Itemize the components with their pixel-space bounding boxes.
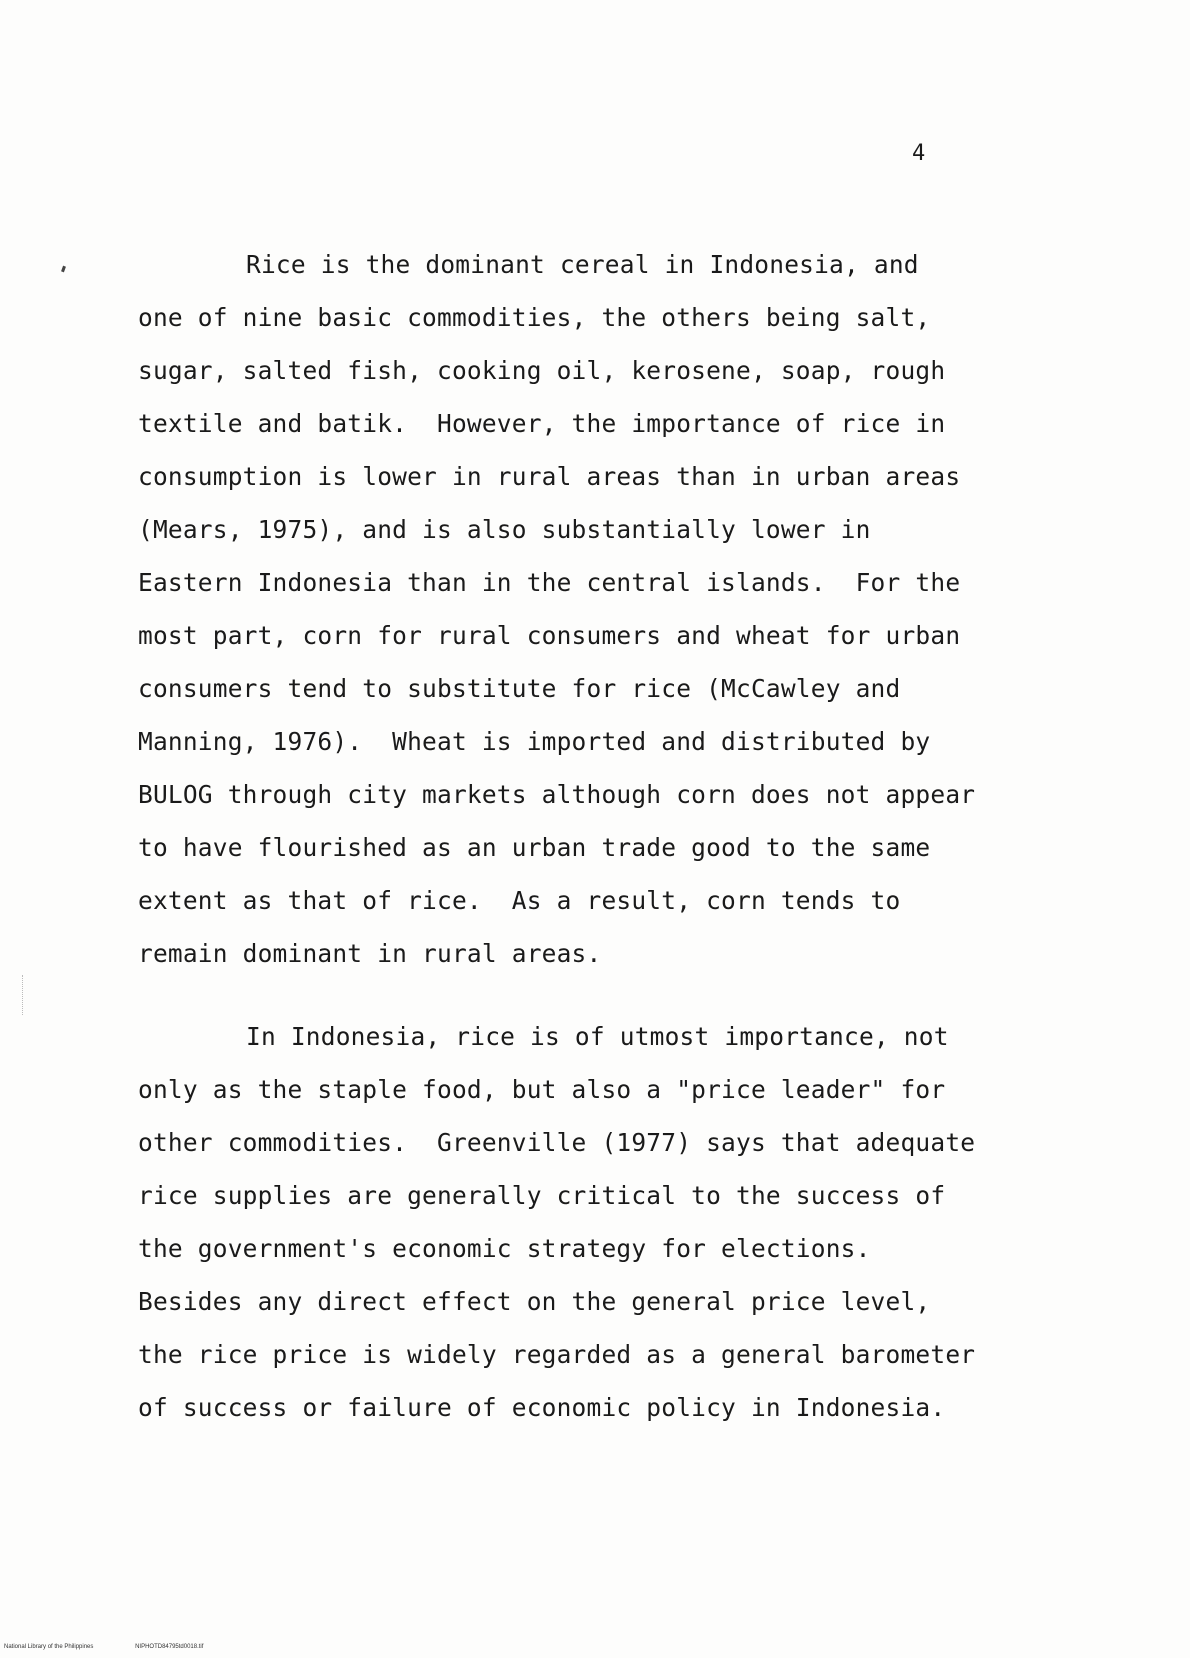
text-line: to have flourished as an urban trade good to the same <box>138 833 931 862</box>
text-line: the government's economic strategy for elections. <box>138 1234 871 1263</box>
text-line: the rice price is widely regarded as a general barometer <box>138 1340 976 1369</box>
text-line: sugar, salted fish, cooking oil, kerosene, soap, rough <box>138 356 946 385</box>
text-line: Manning, 1976). Wheat is imported and distributed by <box>138 727 931 756</box>
text-line: In Indonesia, rice is of utmost importance, not <box>246 1022 949 1051</box>
text-line: (Mears, 1975), and is also substantially lower in <box>138 515 871 544</box>
text-line: only as the staple food, but also a "price leader" for <box>138 1075 946 1104</box>
text-line: remain dominant in rural areas. <box>138 939 602 968</box>
text-line: Besides any direct effect on the general price level, <box>138 1287 931 1316</box>
text-line: other commodities. Greenville (1977) says that adequate <box>138 1128 976 1157</box>
text-line: consumers tend to substitute for rice (McCawley and <box>138 674 901 703</box>
scan-edge-marks <box>22 975 25 1015</box>
footer-library: National Library of the Philippines <box>4 1644 94 1650</box>
text-line: rice supplies are generally critical to the success of <box>138 1181 946 1210</box>
text-line: consumption is lower in rural areas than in urban areas <box>138 462 961 491</box>
paragraph-1 <box>138 238 1038 980</box>
paragraph-2 <box>138 1010 1038 1434</box>
scan-footer <box>4 1643 243 1651</box>
page-number: 4 <box>912 141 926 166</box>
text-line: one of nine basic commodities, the others being salt, <box>138 303 931 332</box>
text-line: extent as that of rice. As a result, corn tends to <box>138 886 901 915</box>
scan-speck <box>61 266 66 273</box>
text-line: of success or failure of economic policy in Indonesia. <box>138 1393 946 1422</box>
text-line: BULOG through city markets although corn does not appear <box>138 780 976 809</box>
text-line: Rice is the dominant cereal in Indonesia, and <box>246 250 919 279</box>
footer-file-id: NIPHOTD84795td0018.tif <box>135 1644 204 1650</box>
text-line: textile and batik. However, the importance of rice in <box>138 409 946 438</box>
text-line: most part, corn for rural consumers and wheat for urban <box>138 621 961 650</box>
text-line: Eastern Indonesia than in the central islands. For the <box>138 568 961 597</box>
